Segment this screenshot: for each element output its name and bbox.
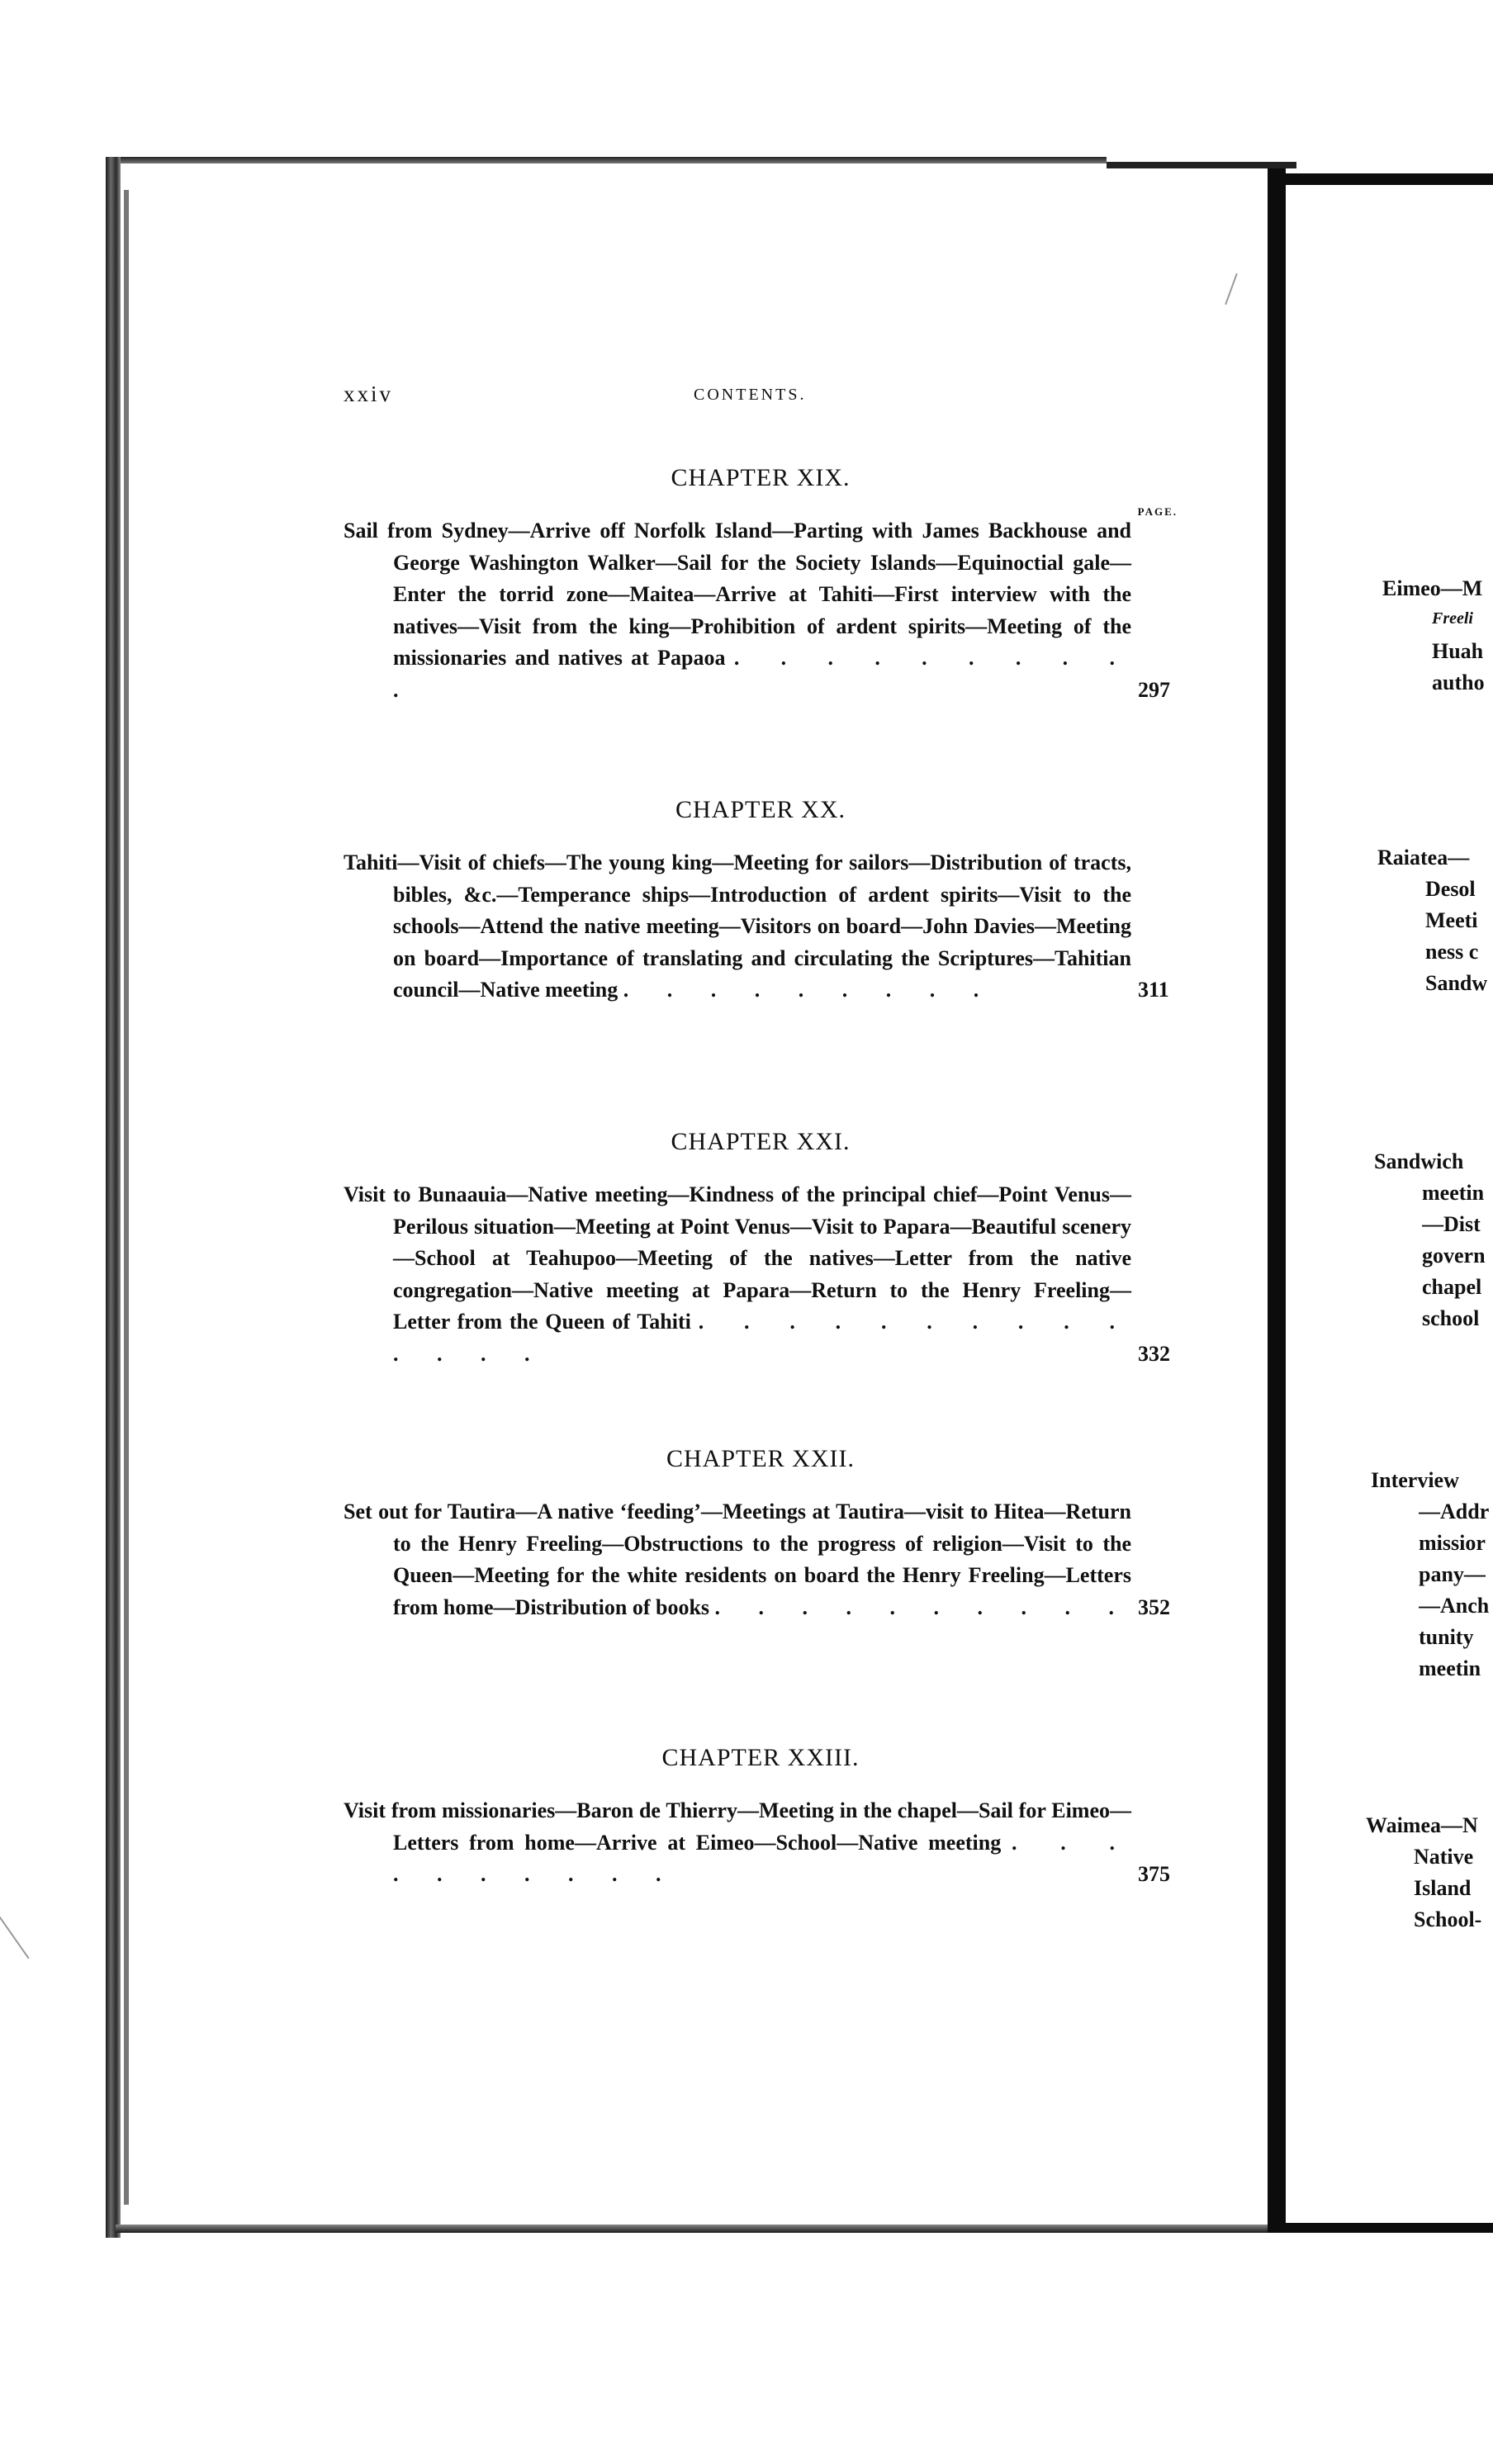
chapter-summary: Visit to Bunaauia—Native meeting—Kindness of the principal chief—Point Venus—Perilous situation—Meeting at Point Venus—Visit to Papara—Beautiful scenery—School at Teahupoo—Meeting of the natives—Letter from the native congregation—Native meeting at Papara—Return to the Henry Freeling—Letter from the Queen of Tahiti . . . . . . . . . . . . . . 332 — [344, 1179, 1178, 1370]
page-left-edge-inner — [124, 190, 129, 2205]
facing-page-text: Eimeo—M — [1382, 576, 1483, 600]
chapter-summary-text: Visit from missionaries—Baron de Thierry—Meeting in the chapel—Sail for Eimeo—Letters from home—Arrive at Eimeo—School—Native meeting . . . . . . . . . . — [344, 1798, 1132, 1886]
book-gutter — [1268, 168, 1286, 2233]
facing-page-text: Native — [1414, 1845, 1474, 1869]
page-top-edge — [116, 157, 1107, 163]
facing-page-text: Desol — [1425, 877, 1476, 901]
dot-leaders: . . . . . . . . . . — [393, 646, 1132, 702]
facing-page-text: —Addr — [1419, 1500, 1490, 1523]
facing-page-text: pany— — [1419, 1562, 1486, 1586]
facing-page-text: Sandwich — [1374, 1149, 1464, 1173]
facing-page-text: School- — [1414, 1907, 1482, 1931]
chapter-entry — [344, 1445, 1178, 1623]
dot-leaders: . . . . . . . . . . — [714, 1594, 1131, 1619]
page-bottom-edge — [116, 2225, 1288, 2233]
facing-page-text: Island — [1414, 1876, 1472, 1900]
facing-page-text: chapel — [1422, 1275, 1482, 1299]
facing-page-text: meetin — [1422, 1181, 1485, 1205]
facing-page-text: ness c — [1425, 940, 1479, 964]
chapter-title: CHAPTER XXIII. — [661, 1744, 860, 1771]
page-left-edge — [106, 157, 121, 2238]
chapter-entry — [344, 1128, 1178, 1370]
chapter-entry — [344, 1744, 1178, 1891]
facing-page-text: school — [1422, 1306, 1480, 1330]
facing-page-text: Waimea—N — [1366, 1813, 1478, 1837]
chapter-summary: Set out for Tautira—A native ‘feeding’—Meetings at Tautira—visit to Hitea—Return to the Henry Freeling—Obstructions to the progress of religion—Visit to the Queen—Meeting for the white residents on board the Henry Freeling—Letters from home—Distribution of books . . . . . . . . . . 352 — [344, 1496, 1178, 1623]
scan-mark — [0, 1898, 30, 1959]
facing-page-text: tunity — [1419, 1625, 1474, 1649]
chapter-summary: Sail from Sydney—Arrive off Norfolk Island—Parting with James Backhouse and George Washington Walker—Sail for the Society Islands—Equinoctial gale—Enter the torrid zone—Maitea—Arrive at Tahiti—First interview with the natives—Visit from the king—Prohibition of ardent spirits—Meeting of the missionaries and natives at Papaoa . . . . . . . . . . 297 — [344, 515, 1178, 706]
dot-leaders: . . . . . . . . . . . . . . — [393, 1310, 1132, 1366]
facing-page-text: Interview — [1371, 1468, 1459, 1492]
chapter-title: CHAPTER XIX. — [671, 464, 851, 491]
facing-page-text: —Anch — [1419, 1594, 1490, 1618]
page-top-edge-right — [1107, 162, 1296, 168]
scan-mark — [1225, 273, 1238, 305]
chapter-title: CHAPTER XXI. — [671, 1128, 851, 1155]
page-folio: xxiv — [344, 381, 394, 406]
running-head: CONTENTS. — [694, 386, 807, 404]
facing-page-top-edge — [1286, 173, 1493, 185]
dot-leaders: . . . . . . . . . . — [393, 1830, 1132, 1886]
chapter-summary-text: Set out for Tautira—A native ‘feeding’—Meetings at Tautira—visit to Hitea—Return to the Henry Freeling—Obstructions to the progress of religion—Visit to the Queen—Meeting for the white residents on board the Henry Freeling—Letters from home—Distribution of books . . . . . . . . . . — [344, 1500, 1131, 1619]
facing-page-text: Sandw — [1425, 971, 1488, 995]
chapter-summary-text: Sail from Sydney—Arrive off Norfolk Island—Parting with James Backhouse and George Washington Walker—Sail for the Society Islands—Equinoctial gale—Enter the torrid zone—Maitea—Arrive at Tahiti—First interview with the natives—Visit from the king—Prohibition of ardent spirits—Meeting of the missionaries and natives at Papaoa . . . . . . . . . . — [344, 519, 1132, 702]
chapter-summary-text: Visit to Bunaauia—Native meeting—Kindness of the principal chief—Point Venus—Perilous situation—Meeting at Point Venus—Visit to Papara—Beautiful scenery—School at Teahupoo—Meeting of the natives—Letter from the native congregation—Native meeting at Papara—Return to the Henry Freeling—Letter from the Queen of Tahiti . . . . . . . . . . . . . . — [344, 1182, 1132, 1366]
chapter-summary: Visit from missionaries—Baron de Thierry—Meeting in the chapel—Sail for Eimeo—Letters from home—Arrive at Eimeo—School—Native meeting . . . . . . . . . . 375 — [344, 1795, 1178, 1891]
facing-page-text: Meeti — [1425, 908, 1478, 932]
facing-page-text: meetin — [1419, 1656, 1481, 1680]
chapter-title: CHAPTER XXII. — [666, 1445, 855, 1472]
chapter-summary: Tahiti—Visit of chiefs—The young king—Meeting for sailors—Distribution of tracts, bibles, &c.—Temperance ships—Introduction of ardent spirits—Visit to the schools—Attend the native meeting—Visitors on board—John Davies—Meeting on board—Importance of translating and circulating the Scriptures—Tahitian council—Native meeting . . . . . . . . . 311 — [344, 847, 1178, 1007]
facing-page-text: Raiatea— — [1377, 846, 1470, 870]
facing-page-text: missior — [1419, 1531, 1486, 1555]
facing-page-bottom-edge — [1286, 2223, 1493, 2233]
facing-page-text: Huah — [1432, 639, 1484, 663]
chapter-entry — [344, 796, 1178, 1007]
facing-page-text: autho — [1432, 670, 1485, 694]
facing-page-text: Freeli — [1432, 609, 1473, 628]
chapter-entry — [344, 464, 1178, 706]
facing-page-text: govern — [1422, 1244, 1486, 1268]
page-column-label: PAGE. — [1137, 505, 1178, 518]
chapter-summary-text: Tahiti—Visit of chiefs—The young king—Meeting for sailors—Distribution of tracts, bibles, &c.—Temperance ships—Introduction of ardent spirits—Visit to the schools—Attend the native meeting—Visitors on board—John Davies—Meeting on board—Importance of translating and circulating the Scriptures—Tahitian council—Native meeting . . . . . . . . . — [344, 851, 1131, 1002]
dot-leaders: . . . . . . . . . — [623, 978, 996, 1002]
facing-page-text: —Dist — [1422, 1212, 1481, 1236]
chapter-title: CHAPTER XX. — [675, 796, 846, 823]
